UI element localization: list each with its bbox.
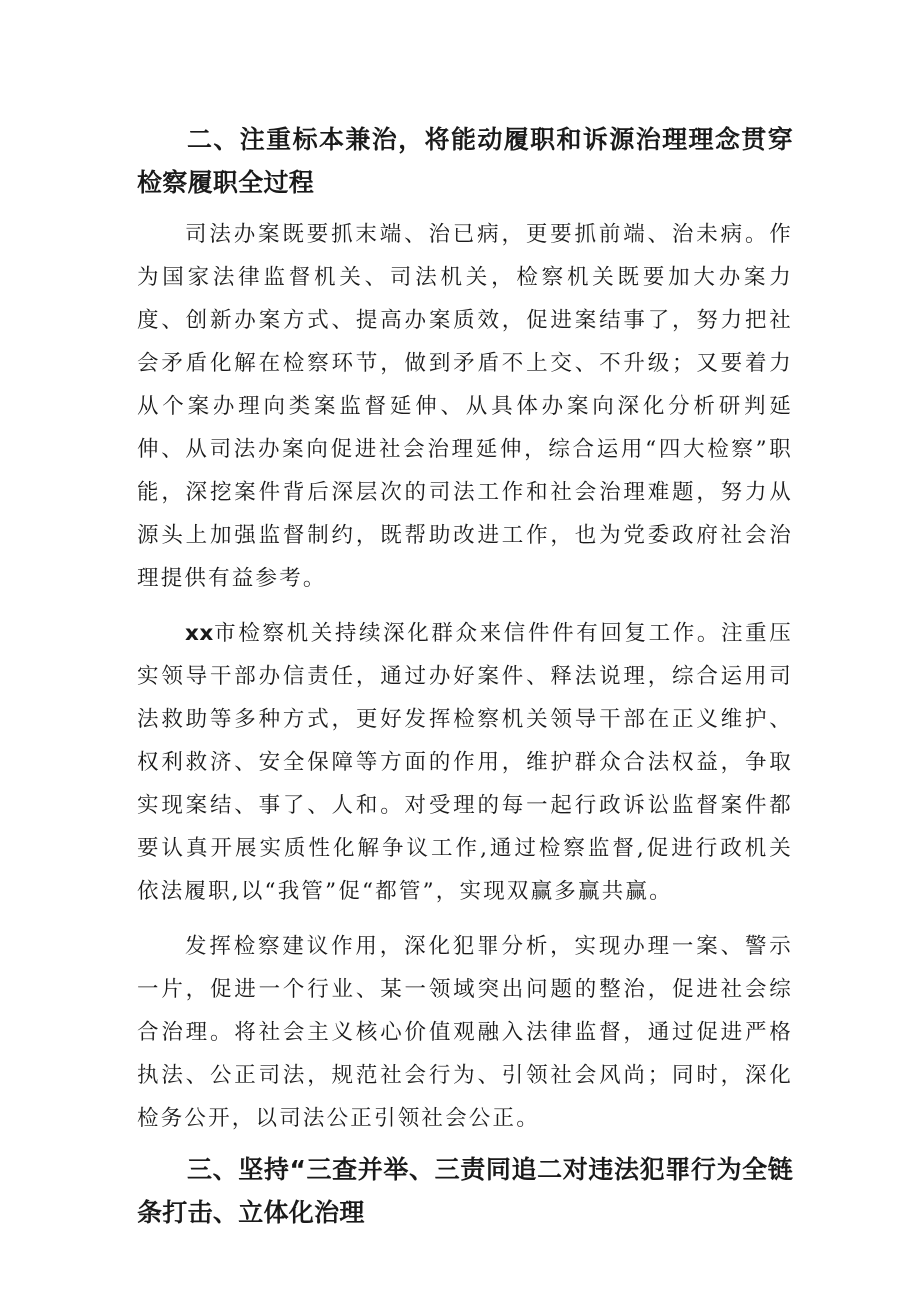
- paragraph-2: [137, 612, 793, 913]
- paragraph-1: 司法办案既要抓末端、治已病，更要抓前端、治未病。作为国家法律监督机关、司法机关，检察机关既要加大办案力度、创新办案方式、提高办案质效，促进案结事了，努力把社会矛盾化解在检察环节，做到矛盾不上交、不升级；又要着力从个案办理向类案监督延伸、从具体办案向深化分析研判延伸、从司法办案向促进社会治理延伸，综合运用“四大检察”职能，深挖案件背后深层次的司法工作和社会治理难题，努力从源头上加强监督制约，既帮助改进工作，也为党委政府社会治理提供有益参考。: [137, 222, 793, 591]
- paragraph-2-lead: xx: [185, 621, 214, 646]
- paragraph-3: 发挥检察建议作用，深化犯罪分析，实现办理一案、警示一片，促进一个行业、某一领域突出问题的整治，促进社会综合治理。将社会主义核心价值观融入法律监督，通过促进严格执法、公正司法，规范社会行为、引领社会风尚；同时，深化检务公开，以司法公正引领社会公正。: [137, 934, 793, 1131]
- paragraph-2-body: 市检察机关持续深化群众来信件件有回复工作。注重压实领导干部办信责任，通过办好案件、释法说理，综合运用司法救助等多种方式，更好发挥检察机关领导干部在正义维护、权利救济、安全保障等方面的作用，维护群众合法权益，争取实现案结、事了、人和。对受理的每一起行政诉讼监督案件都要认真开展实质性化解争议工作,通过检察监督,促进行政机关依法履职,以“我管”促“都管”，实现双赢多赢共赢。: [137, 621, 793, 904]
- section-2-heading: 二、注重标本兼治，将能动履职和诉源治理理念贯穿检察履职全过程: [137, 125, 793, 197]
- section-3-heading: 三、坚持“三查并举、三责同追二对违法犯罪行为全链条打击、立体化治理: [137, 1155, 793, 1227]
- document-page: [137, 118, 793, 1234]
